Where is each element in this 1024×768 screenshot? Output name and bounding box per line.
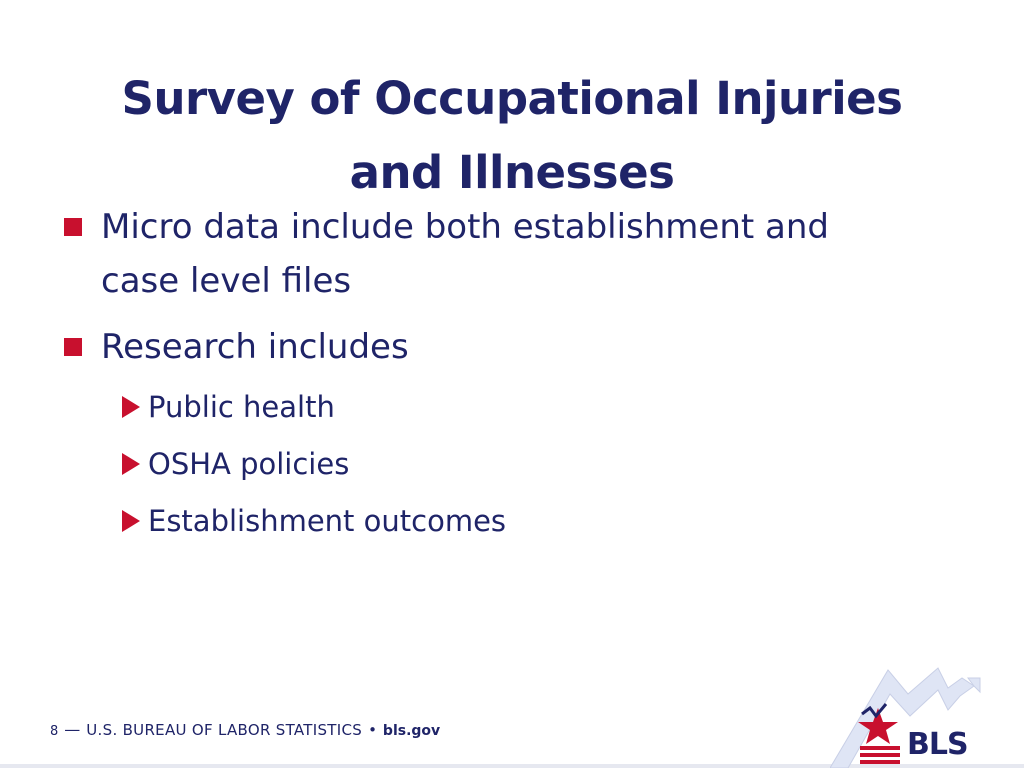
title-line-1: Survey of Occupational Injuries [121, 72, 903, 125]
sub-item-text: Public health [148, 390, 335, 424]
logo-text: BLS [907, 727, 968, 762]
footer-bullet: • [368, 721, 377, 739]
agency-name: U.S. BUREAU OF LABOR STATISTICS [86, 721, 363, 739]
slide-footer [50, 720, 440, 744]
red-square-icon [64, 338, 82, 356]
red-triangle-icon [122, 396, 140, 418]
page-number: 8 [50, 724, 59, 739]
red-triangle-icon [122, 510, 140, 532]
red-square-icon [64, 218, 82, 236]
bullet-text-line-2: case level files [101, 261, 352, 301]
title-line-2: and Illnesses [349, 146, 675, 199]
bullet-text-line-1: Micro data include both establishment and [101, 207, 829, 247]
sub-item-text: OSHA policies [148, 447, 350, 481]
red-triangle-icon [122, 453, 140, 475]
sub-item-text: Establishment outcomes [148, 504, 507, 538]
footer-separator: — [64, 720, 81, 739]
slide-title [60, 62, 964, 210]
bullet-text: Research includes [101, 327, 409, 367]
site-link[interactable]: bls.gov [382, 723, 441, 739]
